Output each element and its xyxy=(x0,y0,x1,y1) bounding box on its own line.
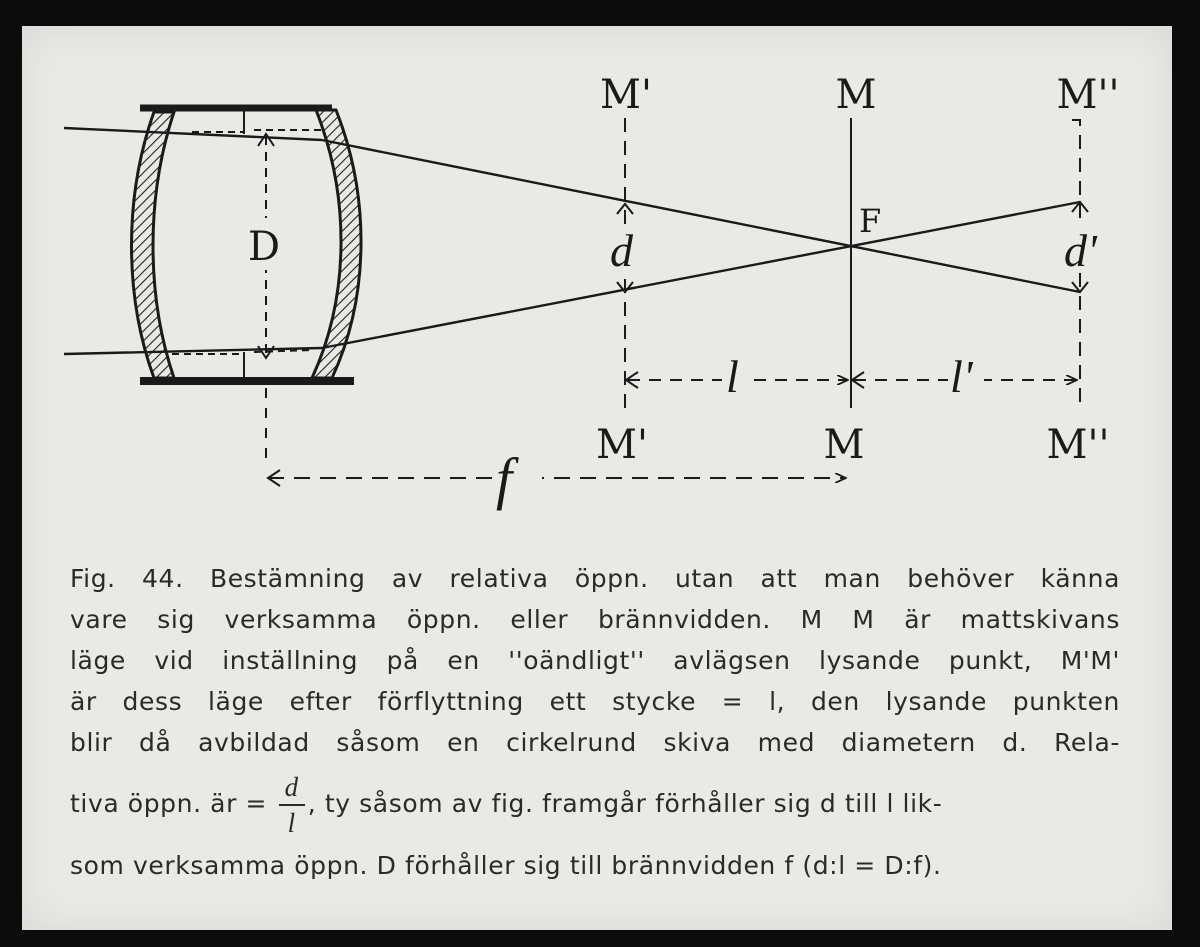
caption-fraction-before: tiva öppn. är = xyxy=(70,789,276,818)
caption-line: Fig. 44. Bestämning av relativa öppn. utan att man behöver känna xyxy=(70,564,1120,593)
shift-label: l xyxy=(726,351,739,402)
lantern-slide-plate xyxy=(22,26,1172,930)
m-bottom-label: M xyxy=(823,422,865,468)
optics-diagram xyxy=(22,26,1172,546)
focus-label: F xyxy=(859,202,882,240)
spot-label: d xyxy=(610,225,633,276)
caption-line-fraction xyxy=(70,763,1120,845)
m-prime-bottom-label: M' xyxy=(596,422,648,468)
m-dprime-bottom-label: M'' xyxy=(1046,422,1110,468)
rear-lens xyxy=(312,110,361,378)
caption-line: läge vid inställning på en ''oändligt'' avlägsen lysande punkt, M'M' xyxy=(70,646,1120,675)
front-lens xyxy=(132,112,175,378)
caption-line: som verksamma öppn. D förhåller sig till brännvidden f (d:l = D:f). xyxy=(70,851,942,880)
caption-line: vare sig verksamma öppn. eller brännvidden. M M är mattskivans xyxy=(70,605,1120,634)
aperture-label: D xyxy=(248,224,281,270)
ray-upper xyxy=(322,140,1080,292)
m-top-label: M xyxy=(835,72,877,118)
fraction-denominator: l xyxy=(287,808,296,838)
fraction-numerator: d xyxy=(279,770,305,806)
figure-caption xyxy=(70,558,1120,886)
caption-line: blir då avbildad såsom en cirkelrund skiva med diametern d. Rela- xyxy=(70,728,1120,757)
spot-prime-label: d' xyxy=(1064,225,1097,276)
ray-lower xyxy=(322,202,1080,348)
caption-line: är dess läge efter förflyttning ett stycke = l, den lysande punkten xyxy=(70,687,1120,716)
caption-fraction-after: , ty såsom av fig. framgår förhåller sig d till l lik- xyxy=(307,789,943,818)
focal-label: f xyxy=(496,446,513,511)
shift-prime-label: l' xyxy=(950,351,973,402)
stop-top-dashed xyxy=(192,130,322,132)
m-prime-top-label: M' xyxy=(600,72,652,118)
fraction-d-over-l xyxy=(279,770,305,840)
m-dprime-top-label: M'' xyxy=(1056,72,1120,118)
